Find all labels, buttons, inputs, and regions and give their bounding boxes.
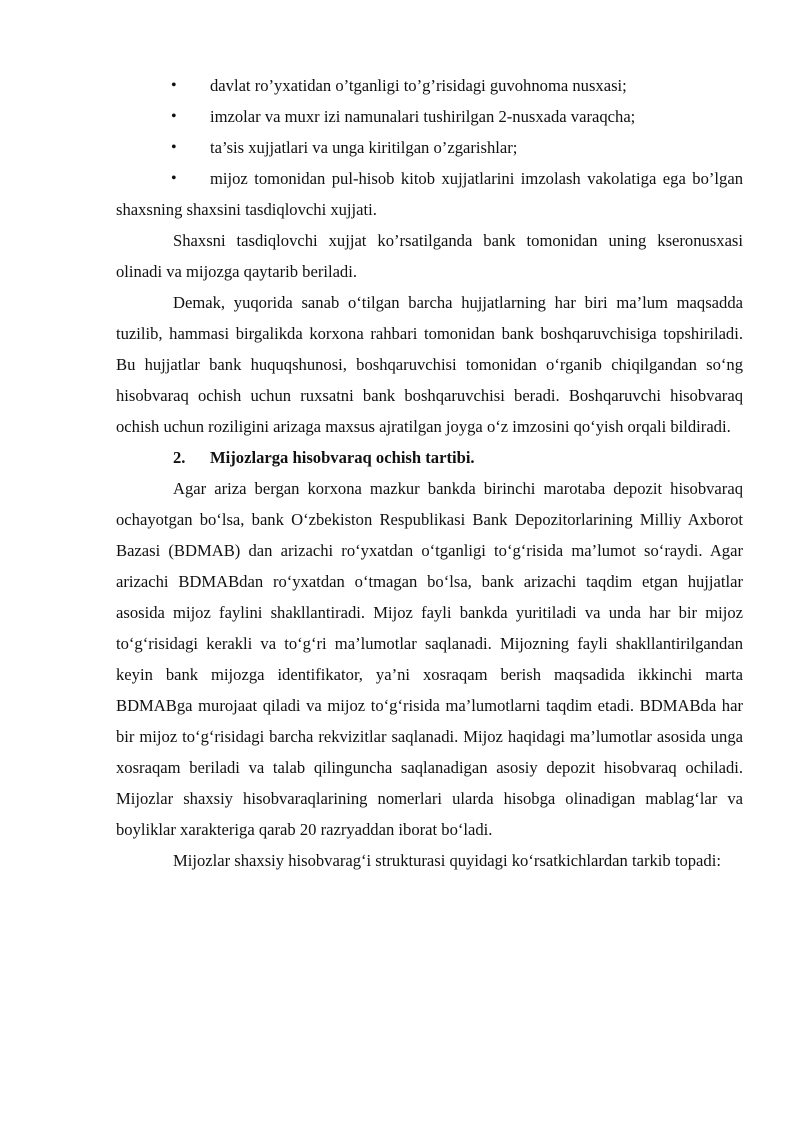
section-title: Mijozlarga hisobvaraq ochish tartibi.	[210, 448, 475, 467]
bullet-item	[116, 70, 743, 101]
bullet-text: mijoz tomonidan pul-hisob kitob xujjatlarini imzolash vakolatiga ega bo’lgan shaxsning shaxsini tasdiqlovchi xujjati.	[116, 169, 743, 219]
bullet-text: imzolar va muxr izi namunalari tushirilgan 2-nusxada varaqcha;	[210, 107, 636, 126]
section-number: 2.	[173, 448, 186, 467]
paragraph: Mijozlar shaxsiy hisobvarag‘i strukturasi quyidagi ko‘rsatkichlardan tarkib topadi:	[173, 851, 721, 870]
paragraph: Agar ariza bergan korxona mazkur bankda birinchi marotaba depozit hisobvaraq ochayotgan bo‘lsa, bank O‘zbekiston Respublikasi Bank Depozitorlarining Milliy Axborot Bazasi (BDMAB) dan arizachi ro‘yxatdan o‘tganligi to‘g‘risida ma’lumot so‘raydi. Agar arizachi BDMABdan ro‘yxatdan o‘tmagan bo‘lsa, bank arizachi taqdim etgan hujjatlar asosida mijoz faylini shakllantiradi. Mijoz fayli bankda yuritiladi va unda har bir mijoz to‘g‘risidagi kerakli va to‘g‘ri ma’lumotlar saqlanadi. Mijozning fayli shakllantirilgandan keyin bank mijozga identifikator, ya’ni xosraqam berish maqsadida ikkinchi marta BDMABga murojaat qiladi va mijoz to‘g‘risida ma’lumotlarni taqdim etadi. BDMABda har bir mijoz to‘g‘risidagi barcha rekvizitlar saqlanadi. Mijoz haqidagi ma’lumotlar asosida unga xosraqam beriladi va talab qilinguncha saqlanadigan asosiy depozit hisobvaraq ochiladi. Mijozlar shaxsiy hisobvaraqlarining nomerlari ularda hisobga olinadigan mablag‘lar va boyliklar xarakteriga qarab 20 razryaddan iborat bo‘ladi.	[116, 479, 743, 839]
bullet-text: ta’sis xujjatlari va unga kiritilgan o’zgarishlar;	[210, 138, 518, 157]
bullet-icon: •	[171, 77, 177, 94]
paragraph: Demak, yuqorida sanab o‘tilgan barcha hujjatlarning har biri ma’lum maqsadda tuzilib, hammasi birgalikda korxona rahbari tomonidan bank boshqaruvchisiga topshiriladi. Bu hujjatlar bank huquqshunosi, boshqaruvchisi tomonidan o‘rganib chiqilgandan so‘ng hisobvaraq ochish uchun ruxsatni bank boshqaruvchisi beradi. Boshqaruvchi hisobvaraq ochish uchun roziligini arizaga maxsus ajratilgan joyga o‘z imzosini qo‘yish orqali bildiradi.	[116, 293, 743, 436]
document-page	[116, 70, 743, 876]
bullet-item	[116, 163, 743, 225]
bullet-item	[116, 101, 743, 132]
bullet-item	[116, 132, 743, 163]
section-heading	[116, 442, 743, 473]
bullet-icon: •	[171, 108, 177, 125]
bullet-icon: •	[171, 170, 177, 187]
bullet-text: davlat ro’yxatidan o’tganligi to’g’risidagi guvohnoma nusxasi;	[210, 76, 627, 95]
bullet-icon: •	[171, 139, 177, 156]
paragraph: Shaxsni tasdiqlovchi xujjat ko’rsatilganda bank tomonidan uning kseronusxasi olinadi va mijozga qaytarib beriladi.	[116, 231, 743, 281]
